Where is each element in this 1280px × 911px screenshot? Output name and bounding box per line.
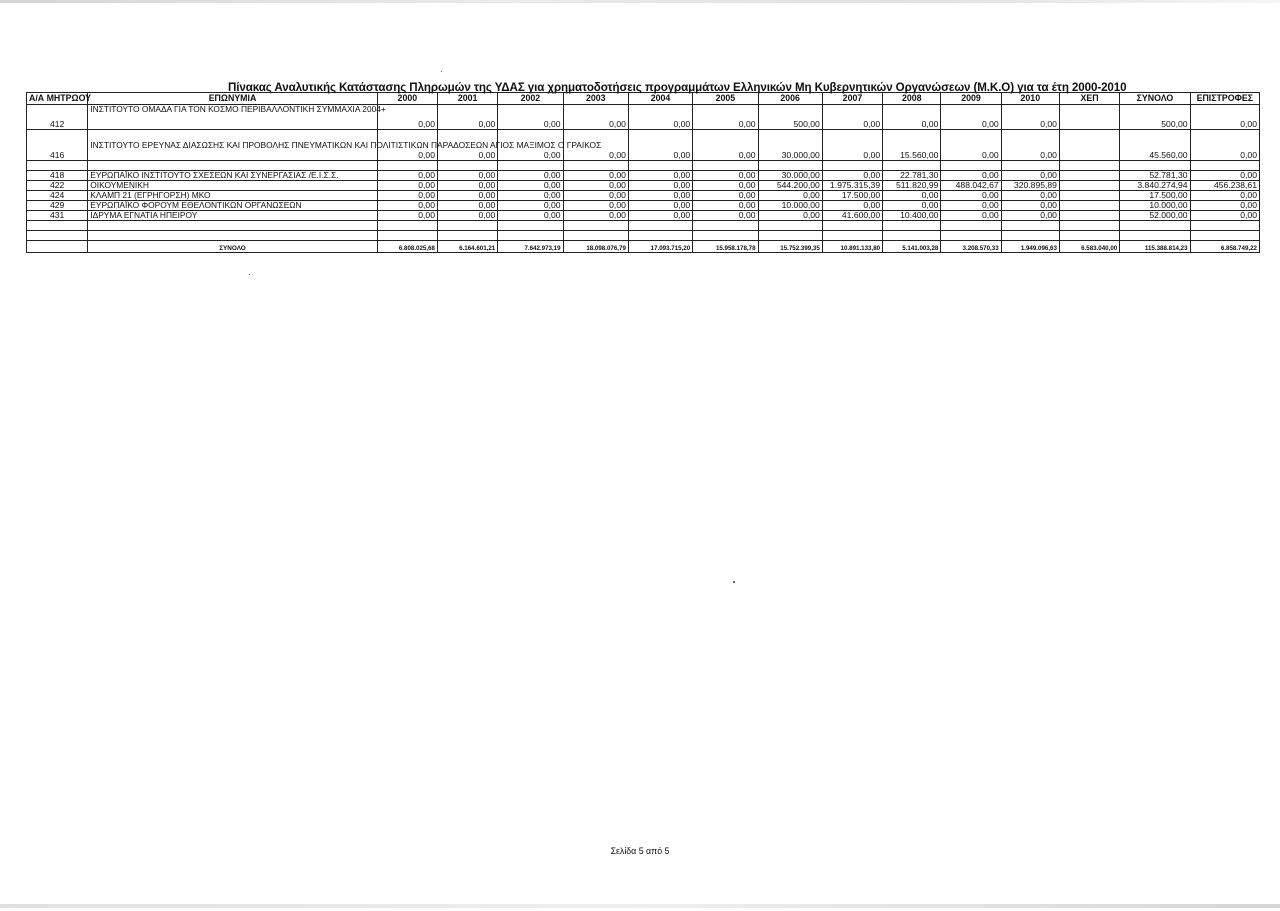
cell-value: 0,00	[1001, 130, 1059, 161]
grand-total: 115.388.814,23	[1120, 241, 1190, 253]
cell-value: 0,00	[563, 171, 628, 181]
cell-value: 0,00	[437, 105, 497, 130]
cell-value: 0,00	[628, 211, 692, 221]
cell-aa: 431	[27, 211, 88, 221]
total-xep: 6.583.040,00	[1059, 241, 1119, 253]
table-row	[27, 130, 1260, 161]
cell-value: 0,00	[693, 191, 758, 201]
cell-total: 3.840.274,94	[1120, 181, 1190, 191]
cell-refunds: 0,00	[1190, 130, 1259, 161]
cell-value: 320.895,89	[1001, 181, 1059, 191]
total-value: 17.093.715,20	[628, 241, 692, 253]
cell-refunds: 0,00	[1190, 171, 1259, 181]
scan-speck	[249, 274, 250, 275]
totals-row	[27, 241, 1260, 253]
table-row-empty	[27, 221, 1260, 231]
cell-total: 17.500,00	[1120, 191, 1190, 201]
cell-value: 511.820,99	[883, 181, 941, 191]
scan-edge-top	[0, 0, 1280, 3]
cell-value: 10.400,00	[883, 211, 941, 221]
cell-value: 0,00	[498, 211, 563, 221]
cell-value: 0,00	[883, 191, 941, 201]
table-row	[27, 105, 1260, 130]
cell-value: 0,00	[628, 181, 692, 191]
cell-refunds: 0,00	[1190, 191, 1259, 201]
total-value: 6.808.025,68	[377, 241, 437, 253]
totals-label: ΣΥΝΟΛΟ	[88, 241, 377, 253]
cell-value: 0,00	[377, 201, 437, 211]
cell-value: 30.000,00	[758, 171, 822, 181]
col-header-year: 2006	[758, 93, 822, 105]
cell-refunds: 456.238,61	[1190, 181, 1259, 191]
col-header-year: 2003	[563, 93, 628, 105]
cell-value: 0,00	[437, 130, 497, 161]
table-row	[27, 201, 1260, 211]
cell-xep	[1059, 201, 1119, 211]
page-number: Σελίδα 5 από 5	[610, 846, 670, 856]
cell-value: 544.200,00	[758, 181, 822, 191]
cell-aa: 412	[27, 105, 88, 130]
total-value: 15.958.178,78	[693, 241, 758, 253]
cell-value: 0,00	[437, 191, 497, 201]
col-header-year: 2010	[1001, 93, 1059, 105]
total-value: 5.141.003,28	[883, 241, 941, 253]
cell-name: ΙΔΡΥΜΑ ΕΓΝΑΤΙΑ ΗΠΕΙΡΟΥ	[88, 211, 377, 221]
cell-refunds: 0,00	[1190, 201, 1259, 211]
cell-value: 0,00	[693, 201, 758, 211]
cell-value: 0,00	[498, 191, 563, 201]
cell-value: 1.975.315,39	[822, 181, 882, 191]
cell-value: 0,00	[628, 201, 692, 211]
cell-value: 0,00	[941, 201, 1001, 211]
cell-xep	[1059, 171, 1119, 181]
total-value: 1.949.096,63	[1001, 241, 1059, 253]
scan-speck	[441, 71, 442, 72]
cell-value: 0,00	[883, 201, 941, 211]
cell-total: 10.000,00	[1120, 201, 1190, 211]
col-header-name: ΕΠΩΝΥΜΙΑ	[88, 93, 377, 105]
col-header-year: 2002	[498, 93, 563, 105]
cell-value: 0,00	[1001, 105, 1059, 130]
col-header-refunds: ΕΠΙΣΤΡΟΦΕΣ	[1190, 93, 1259, 105]
cell-value: 0,00	[1001, 211, 1059, 221]
cell-value: 0,00	[693, 130, 758, 161]
cell-aa: 422	[27, 181, 88, 191]
cell-xep	[1059, 211, 1119, 221]
cell-value: 0,00	[563, 191, 628, 201]
total-refunds: 6.858.749,22	[1190, 241, 1259, 253]
scan-speck	[733, 581, 735, 583]
cell-value: 0,00	[693, 211, 758, 221]
total-value: 18.098.076,79	[563, 241, 628, 253]
col-header-year: 2008	[883, 93, 941, 105]
total-value: 3.208.570,33	[941, 241, 1001, 253]
cell-value: 0,00	[437, 181, 497, 191]
cell-value: 0,00	[941, 211, 1001, 221]
cell-xep	[1059, 130, 1119, 161]
total-value: 15.752.399,35	[758, 241, 822, 253]
cell-value: 0,00	[498, 130, 563, 161]
cell-name: ΟΙΚΟΥΜΕΝΙΚΗ	[88, 181, 377, 191]
cell-value: 0,00	[822, 105, 882, 130]
col-header-year: 2004	[628, 93, 692, 105]
cell-total: 500,00	[1120, 105, 1190, 130]
total-value: 10.891.133,80	[822, 241, 882, 253]
cell-value: 0,00	[498, 105, 563, 130]
table-row-empty	[27, 161, 1260, 171]
cell-value: 0,00	[1001, 191, 1059, 201]
cell-value: 500,00	[758, 105, 822, 130]
table-row	[27, 191, 1260, 201]
table-body	[27, 105, 1260, 253]
cell-value: 0,00	[377, 171, 437, 181]
cell-value: 488.042,67	[941, 181, 1001, 191]
cell-total: 52.781,30	[1120, 171, 1190, 181]
cell-value: 0,00	[377, 105, 437, 130]
cell-value: 0,00	[377, 191, 437, 201]
header-row	[27, 93, 1260, 105]
cell-name: ΙΝΣΤΙΤΟΥΤΟ ΕΡΕΥΝΑΣ ΔΙΑΣΩΣΗΣ ΚΑΙ ΠΡΟΒΟΛΗΣ ΠΝΕΥΜΑΤΙΚΩΝ ΚΑΙ ΠΟΛΙΤΙΣΤΙΚΩΝ ΠΑΡΑΔΟΣΕΩΝ ΑΓΙΟΣ ΜΑΞΙΜΟΣ Ο ΓΡΑΙΚΟΣ	[88, 130, 377, 161]
scan-edge-bottom	[0, 904, 1280, 908]
cell-value: 0,00	[563, 181, 628, 191]
cell-value: 17.500,00	[822, 191, 882, 201]
cell-value: 0,00	[498, 181, 563, 191]
cell-value: 22.781,30	[883, 171, 941, 181]
cell-value: 0,00	[498, 171, 563, 181]
cell-value: 0,00	[563, 211, 628, 221]
col-header-xep: ΧΕΠ	[1059, 93, 1119, 105]
cell-value: 0,00	[628, 105, 692, 130]
cell-value: 0,00	[822, 130, 882, 161]
totals-aa-empty	[27, 241, 88, 253]
cell-value: 0,00	[941, 105, 1001, 130]
cell-refunds: 0,00	[1190, 211, 1259, 221]
cell-aa: 418	[27, 171, 88, 181]
cell-name: ΚΛΑΜΠ 21 (ΕΓΡΗΓΟΡΣΗ) ΜΚΟ	[88, 191, 377, 201]
cell-value: 0,00	[563, 105, 628, 130]
table-row	[27, 211, 1260, 221]
cell-xep	[1059, 191, 1119, 201]
cell-value: 0,00	[822, 201, 882, 211]
cell-value: 0,00	[377, 130, 437, 161]
cell-xep	[1059, 181, 1119, 191]
col-header-total: ΣΥΝΟΛΟ	[1120, 93, 1190, 105]
cell-value: 0,00	[758, 211, 822, 221]
cell-value: 0,00	[693, 181, 758, 191]
cell-xep	[1059, 105, 1119, 130]
cell-refunds: 0,00	[1190, 105, 1259, 130]
col-header-aa: Α/Α ΜΗΤΡΩΟΥ	[27, 93, 88, 105]
cell-value: 0,00	[437, 201, 497, 211]
cell-total: 45.560,00	[1120, 130, 1190, 161]
table-row	[27, 171, 1260, 181]
cell-value: 30.000,00	[758, 130, 822, 161]
total-value: 6.164.601,21	[437, 241, 497, 253]
cell-value: 41.600,00	[822, 211, 882, 221]
cell-value: 0,00	[693, 105, 758, 130]
cell-value: 0,00	[941, 191, 1001, 201]
cell-value: 0,00	[628, 130, 692, 161]
cell-value: 10.000,00	[758, 201, 822, 211]
cell-name: ΙΝΣΤΙΤΟΥΤΟ ΟΜΑΔΑ ΓΙΑ ΤΟΝ ΚΟΣΜΟ ΠΕΡΙΒΑΛΛΟΝΤΙΚΗ ΣΥΜΜΑΧΙΑ 2004+	[88, 105, 377, 130]
cell-value: 0,00	[758, 191, 822, 201]
cell-value: 0,00	[883, 105, 941, 130]
total-value: 7.642.973,19	[498, 241, 563, 253]
cell-value: 0,00	[941, 130, 1001, 161]
col-header-year: 2009	[941, 93, 1001, 105]
cell-total: 52.000,00	[1120, 211, 1190, 221]
table-row-empty	[27, 231, 1260, 241]
cell-value: 0,00	[563, 130, 628, 161]
cell-name: ΕΥΡΩΠΑΪΚΟ ΙΝΣΤΙΤΟΥΤΟ ΣΧΕΣΕΩΝ ΚΑΙ ΣΥΝΕΡΓΑΣΙΑΣ /Ε.Ι.Σ.Σ.	[88, 171, 377, 181]
col-header-year: 2001	[437, 93, 497, 105]
cell-name: ΕΥΡΩΠΑΪΚΟ ΦΟΡΟΥΜ ΕΘΕΛΟΝΤΙΚΩΝ ΟΡΓΑΝΩΣΕΩΝ	[88, 201, 377, 211]
payments-table	[26, 92, 1260, 253]
cell-value: 0,00	[1001, 171, 1059, 181]
cell-value: 0,00	[377, 181, 437, 191]
cell-value: 0,00	[563, 201, 628, 211]
col-header-year: 2005	[693, 93, 758, 105]
cell-value: 0,00	[498, 201, 563, 211]
cell-value: 0,00	[437, 171, 497, 181]
page-title: Πίνακας Αναλυτικής Κατάστασης Πληρωμών της ΥΔΑΣ για χρηματοδοτήσεις προγραμμάτων Ελληνικών Μη Κυβερνητικών Οργανώσεων (Μ.Κ.Ο) για τα έτη 2000-2010	[228, 81, 1127, 94]
col-header-year: 2000	[377, 93, 437, 105]
cell-value: 0,00	[941, 171, 1001, 181]
cell-aa: 416	[27, 130, 88, 161]
cell-value: 0,00	[693, 171, 758, 181]
cell-value: 15.560,00	[883, 130, 941, 161]
cell-value: 0,00	[822, 171, 882, 181]
col-header-year: 2007	[822, 93, 882, 105]
cell-value: 0,00	[377, 211, 437, 221]
table-row	[27, 181, 1260, 191]
cell-aa: 424	[27, 191, 88, 201]
cell-value: 0,00	[628, 171, 692, 181]
cell-aa: 429	[27, 201, 88, 211]
cell-value: 0,00	[437, 211, 497, 221]
cell-value: 0,00	[628, 191, 692, 201]
cell-value: 0,00	[1001, 201, 1059, 211]
